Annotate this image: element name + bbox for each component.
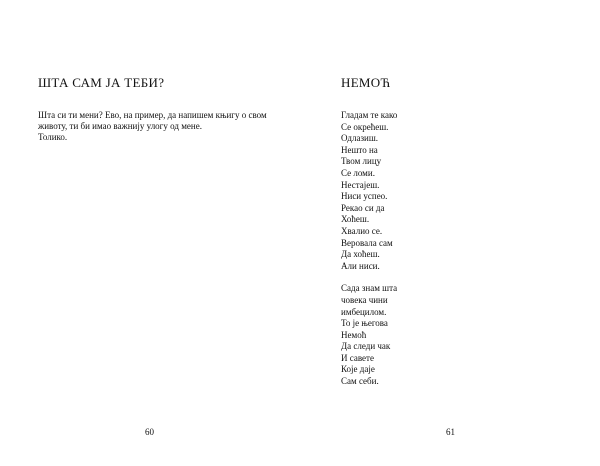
poem-line: Хвалио се. [341,225,383,236]
right-page-number: 61 [446,427,455,437]
right-page [300,0,600,466]
poem-line: Се окрећеш. [341,121,389,132]
body-line: животу, ти би имао важнију улогу од мене. [38,121,202,131]
poem [341,110,397,399]
body-line: Толико. [38,132,68,142]
poem-line: човека чини [341,294,388,305]
poem-line: Хоћеш. [341,214,370,225]
poem-line: Нестајеш. [341,179,380,190]
right-page-title: НЕМОЋ [341,75,391,90]
poem-line: Рекао си да [341,202,385,213]
poem-line: Одлазиш. [341,133,378,144]
poem-line: Сада знам шта [341,283,398,294]
poem-stanza-2 [341,283,397,387]
poem-line: То је његова [341,318,388,329]
poem-line: Ниси успео. [341,191,388,202]
body-line: Шта си ти мени? Ево, на пример, да напишем књигу о свом [38,110,267,120]
poem-line: Твом лицу [341,156,382,167]
left-page-title: ШТА САМ ЈА ТЕБИ? [38,75,165,90]
poem-line: Али ниси. [341,260,380,271]
poem-line: Нешто на [341,144,378,155]
poem-line: Се ломи. [341,167,375,178]
poem-stanza-1 [341,110,397,272]
poem-line: Да следи чак [341,341,391,352]
poem-line: И савете [341,352,374,363]
poem-line: Веровала сам [341,237,393,248]
poem-line: имбецилом. [341,306,387,317]
poem-line: Гладам те како [341,110,398,120]
left-page-body [38,110,283,143]
poem-line: Немоћ [341,329,367,340]
left-page-number: 60 [145,427,154,437]
poem-line: Сам себи. [341,376,379,387]
poem-line: Које даје [341,364,375,375]
poem-line: Да хоћеш. [341,249,380,260]
